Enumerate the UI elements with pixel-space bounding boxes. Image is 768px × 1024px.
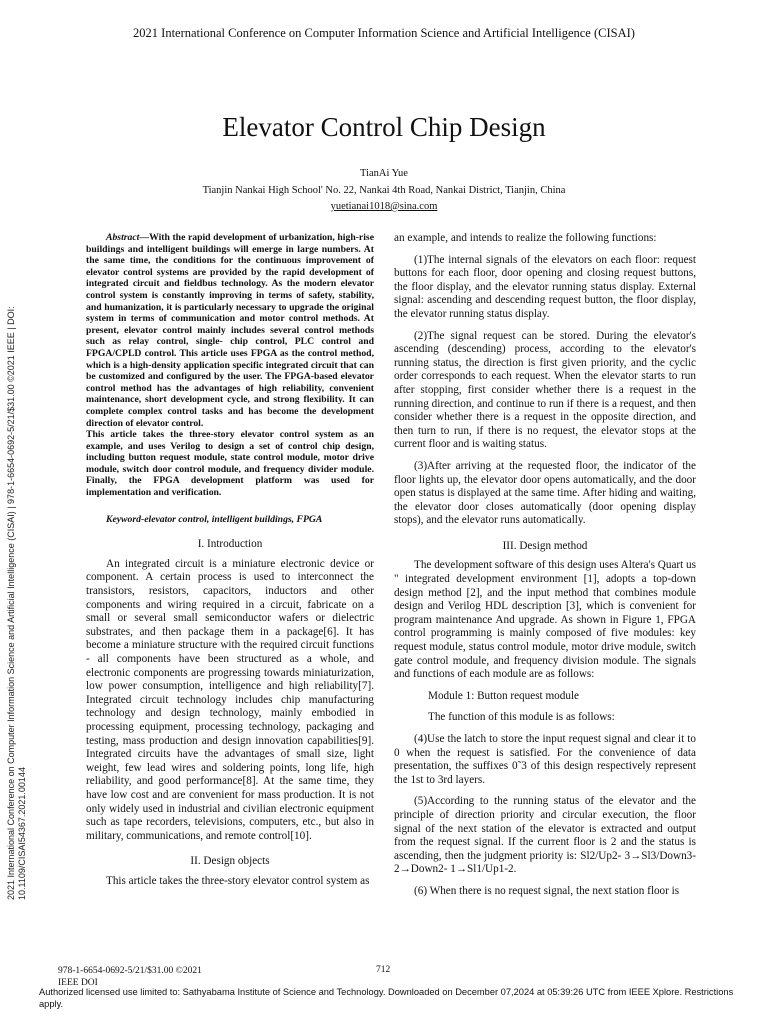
doi-sidebar: 2021 International Conference on Computer Information Science and Artificial Intelligence (CISAI) | 978-1-6654-0692-5/21/$31.00 ©2021 IEEE | DOI: 10.1109/CISAI54367.2021.00144 (6, 306, 27, 900)
section-heading-introduction: I. Introduction (197, 538, 263, 551)
abstract (86, 232, 374, 499)
abstract-lead: Abstract (106, 232, 140, 243)
module-1-function: The function of this module is as follows: (428, 711, 615, 724)
function-item-5: (5)According to the running status of the elevator and the principle of direction priority and circular execution, the floor signal of the next station of the elevator is extracted and output from the request signal. If the current floor is 2 and the status is ascending, then the judgment priority is: Sl2/Up2- 3→Sl3/Down3-2→Down2- 1→Sl1/Up1-2. (394, 795, 696, 876)
section-heading-design-method: III. Design method (502, 539, 588, 552)
author-affiliation: Tianjin Nankai High School' No. 22, Nankai 4th Road, Nankai District, Tianjin, China (202, 185, 566, 196)
page-number: 712 (376, 965, 391, 975)
continuation-paragraph: an example, and intends to realize the following functions: (394, 232, 657, 244)
function-item-2: (2)The signal request can be stored. During the elevator's ascending (descending) process, according to the elevator's running status, the direction is first given priority, and the cyclic order corresponds to each request. When the elevator starts to run after stopping, first consider whether there is a request in the running direction, and continue to run if there is a request, and then consider whether there is a request in the opposite direction, and then turn to run, if there is no request, the elevator stops at the current floor and is waiting status. (394, 329, 696, 451)
keywords: Keyword-elevator control, intelligent buildings, FPGA (106, 513, 323, 525)
paper-title: Elevator Control Chip Design (222, 112, 546, 142)
footer-isbn: 978-1-6654-0692-5/21/$31.00 ©2021 (58, 966, 202, 976)
introduction-paragraph: An integrated circuit is a miniature electronic device or component. A certain process is used to interconnect the transistors, resistors, capacitors, inductors and other components and wiring required in a circuit, fabricate on a small or several small semiconductor wafers or dielectric substrates, and then package them in a package[6]. It has become a miniature structure with the required circuit functions - all components have been structured as a whole, and electronic components are progressing towards miniaturization, low power consumption, intelligence and high reliability[7]. Integrated circuit technology includes chip manufacturing technology and design technology, mainly embodied in processing equipment, processing technology, packaging and testing, mass production and design innovation capabilities[9]. Integrated circuits have the advantages of small size, light weight, few lead wires and soldering points, long life, high reliability, and good performance[8]. At the same time, they have low cost and are convenient for mass production. It is not only widely used in industrial and civilian electronic equipment such as tape recorders, televisions, computers, etc., but also in military, communications, and remote control[10]. (86, 557, 374, 842)
function-item-1: (1)The internal signals of the elevators on each floor: request buttons for each floor, door opening and closing request buttons, the floor display, and the elevator running status display. External signal: ascending and descending request button, the floor display, the elevator running status display. (394, 253, 696, 320)
abstract-text: —With the rapid development of urbanization, high-rise buildings and intelligent buildings will emerge in large numbers. At the same time, the conditions for the continuous improvement of elevator control systems are provided by the rapid development of integrated circuit and fieldbus technology. As the modern elevator control system is constantly improving in terms of safety, stability, and humanization, it is particularly necessary to upgrade the original system in terms of communication and motor control methods. At present, elevator control mainly includes several control methods such as relay control, single- chip control, PLC control and FPGA/CPLD control. This article uses FPGA as the control method, which is a high-density application specific integrated circuit that can be customized and configured by the user. The FPGA-based elevator control method has the advantages of high reliability, convenient maintenance, short development cycle, and strong flexibility. It can complete complex control tasks and has become the development direction of elevator control. (86, 232, 374, 429)
module-1-heading: Module 1: Button request module (428, 689, 580, 702)
conference-header: 2021 International Conference on Computer Information Science and Artificial Intelligence (CISAI) (133, 26, 635, 40)
design-method-paragraph: The development software of this design uses Altera's Quart us " integrated development environment [1], adopts a top-down design method [2], and the input method that combines module design and Verilog HDL description [3], which is convenient for program maintenance And upgrade. As shown in Figure 1, FPGA control programming is mainly composed of five modules: key request module, status control module, motor drive module, switch gate control module, and frequency division module. The signals and functions of each module are as follows: (394, 559, 696, 681)
function-item-6: (6) When there is no request signal, the next station floor is (414, 884, 680, 897)
function-item-3: (3)After arriving at the requested floor, the indicator of the floor lights up, the elevator door opens automatically, and the door open status is displayed at the same time. After hiding and waiting, the elevator door closes automatically (door opening display stops), and the elevator runs automatically. (394, 459, 696, 527)
right-column (394, 232, 696, 899)
section-heading-design-objects: II. Design objects (190, 855, 270, 868)
author-name: TianAi Yue (360, 168, 408, 179)
design-objects-paragraph: This article takes the three-story elevator control system as (106, 874, 370, 887)
download-notice: Authorized licensed use limited to: Sathyabama Institute of Science and Technology. Downloaded on December 07,2024 at 05:39:26 UTC from IEEE Xplore. Restrictions apply. (39, 987, 734, 1009)
abstract-paragraph (86, 232, 374, 429)
footer-ieee: IEEE DOI (58, 978, 98, 988)
left-column (86, 232, 374, 889)
function-item-4: (4)Use the latch to store the input request signal and clear it to 0 when the request is satisfied. For the convenience of data presentation, the suffixes 0˜3 of this design respectively represent the 1st to 3rd layers. (394, 733, 696, 786)
author-email-link[interactable]: yuetianai1018@sina.com (330, 201, 438, 212)
abstract-paragraph-2: This article takes the three-story elevator control system as an example, and uses Verilog to design a set of control chip design, including button request module, state control module, motor drive module, switch door control module, and frequency divider module. Finally, the FPGA development platform was used for implementation and verification. (86, 429, 374, 499)
